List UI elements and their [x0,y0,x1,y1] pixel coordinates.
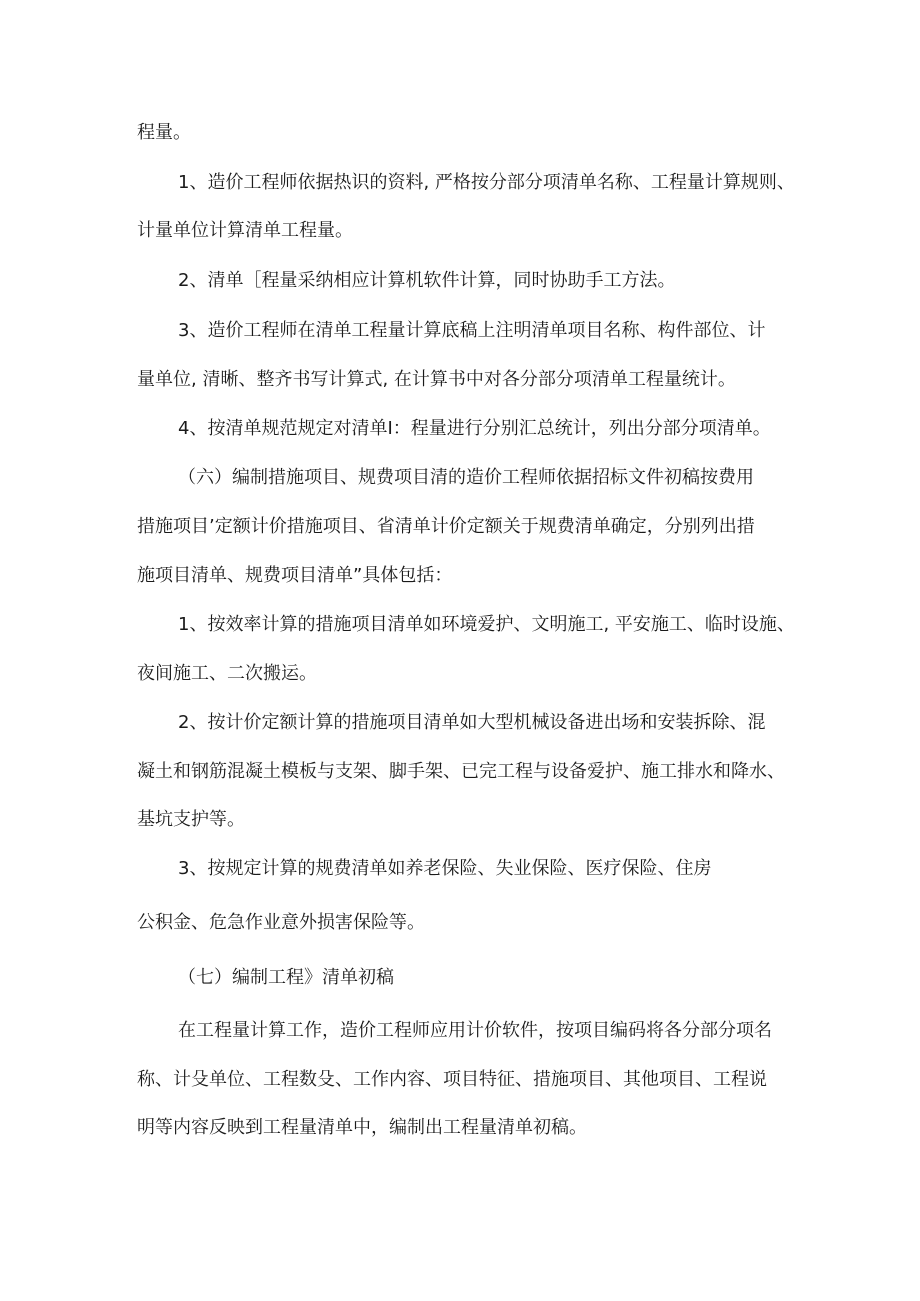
text-line: 量单位, 清晰、整齐书写计算式, 在计算书中对各分部分项清单工程量统计。 [137,369,736,390]
text-line: 1、按效率计算的措施项目清单如环境爱护、文明施工, 平安施工、临时设施、 [178,614,795,635]
text-line: 夜间施工、二次搬运。 [137,663,317,684]
text-line: 明等内容反映到工程量清单中，编制出工程量清单初稿。 [137,1117,587,1138]
section-heading: （七）编制工程》清单初稿 [178,967,394,988]
text-line: 计量单位计算清单工程量。 [137,220,353,241]
text-line: （六）编制措施项目、规费项目清的造价工程师依据招标文件初稿按费用 [178,467,754,488]
text-line: 4、按清单规范规定对清单I：程量进行分别汇总统计，列出分部分项清单。 [178,418,771,439]
text-line: 2、按计价定额计算的措施项目清单如大型机械设备进出场和安装拆除、混 [178,712,766,733]
text-line: 1、造价工程师依据热识的资料, 严格按分部分项清单名称、工程量计算规则、 [178,172,795,193]
text-line: 称、计殳单位、工程数殳、工作内容、项目特征、措施项目、其他项目、工程说 [137,1069,767,1090]
text-line: 基坑支护等。 [137,809,245,830]
text-line: 2、清单［程量采纳相应计算机软件计算，同时协助手工方法。 [178,270,676,291]
text-line: 施项目清单、规费项目清单”具体包括： [137,565,453,586]
text-line: 凝土和钢筋混凝土模板与支架、脚手架、已完工程与设备爱护、施工排水和降水、 [137,761,785,782]
text-line: 在工程量计算工作，造价工程师应用计价软件，按项目编码将各分部分项名 [178,1020,772,1041]
text-line: 3、按规定计算的规费清单如养老保险、失业保险、医疗保险、住房 [178,858,712,879]
text-line: 程量。 [137,122,191,143]
text-line: 公积金、危急作业意外损害保险等。 [137,912,425,933]
text-line: 措施项目’定额计价措施项目、省清单计价定额关于规费清单确定，分别列出措 [137,516,755,537]
text-line: 3、造价工程师在清单工程量计算底稿上注明清单项目名称、构件部位、计 [178,320,766,341]
